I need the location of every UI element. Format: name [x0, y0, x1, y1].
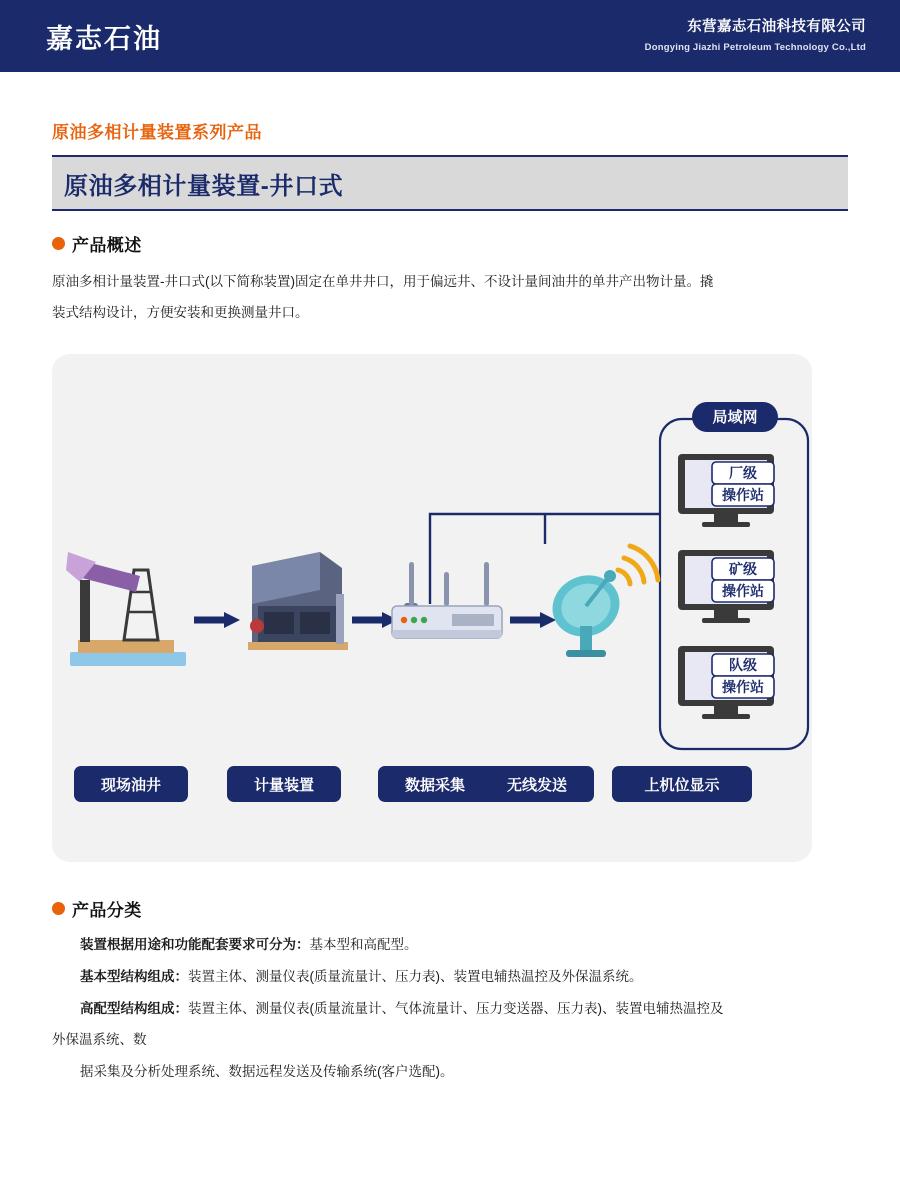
- monitor-base-2: [702, 618, 750, 623]
- workstation-label-3-line1: 队级: [729, 657, 757, 674]
- caption-text-3: 数据采集: [404, 777, 466, 795]
- monitor-base-3: [702, 714, 750, 719]
- skid-pipe: [336, 594, 344, 644]
- page-content: [0, 118, 900, 1088]
- router-ports: [452, 614, 494, 626]
- dish-mast: [580, 626, 592, 652]
- wireless-transmitter-illustration: [543, 546, 658, 657]
- classification-rest-5: 据采集及分析处理系统、数据远程发送及传输系统(客户选配)。: [80, 1063, 454, 1079]
- arrow-2: [352, 612, 398, 628]
- brand-logo-text: 嘉志石油: [46, 23, 162, 54]
- classification-line-3: [52, 993, 848, 1025]
- workstation-label-3-line2: 操作站: [722, 679, 764, 696]
- router-led-2: [411, 617, 417, 623]
- classification-line-2: [52, 961, 848, 993]
- router-antenna-2: [444, 572, 449, 606]
- monitor-base-1: [702, 522, 750, 527]
- monitor-stand-2: [714, 610, 738, 618]
- skid-window-1: [264, 612, 294, 634]
- classification-line-4: [52, 1024, 848, 1056]
- page-title: 原油多相计量装置-井口式: [64, 172, 344, 200]
- section-heading-overview: [52, 231, 848, 256]
- section-heading-classification: [52, 896, 848, 921]
- signal-wave-1: [618, 570, 630, 584]
- classification-list: [52, 929, 848, 1088]
- divider-under-title: [52, 209, 848, 211]
- router-antenna-3: [484, 562, 489, 606]
- monitor-stand-1: [714, 514, 738, 522]
- system-diagram-panel: [52, 354, 812, 862]
- classification-rest-3: 装置主体、测量仪表(质量流量计、气体流量计、压力变送器、压力表)、装置电辅热温控及: [188, 1000, 724, 1016]
- monitor-stand-3: [714, 706, 738, 714]
- lan-label-text: 局域网: [712, 409, 758, 427]
- skid-valve-icon: [250, 619, 264, 633]
- workstation-label-2-line1: 矿级: [729, 561, 757, 578]
- section-title-overview: 产品概述: [72, 236, 142, 255]
- section-title-classification: 产品分类: [72, 901, 142, 921]
- workstation-label-2-line2: 操作站: [722, 583, 764, 600]
- router-body-shadow: [392, 630, 502, 638]
- caption-text-4: 无线发送: [506, 777, 568, 795]
- classification-lead-1: 装置根据用途和功能配套要求可分为：: [80, 937, 310, 953]
- pumpjack-post: [80, 580, 90, 642]
- series-title: 原油多相计量装置系列产品: [52, 123, 262, 142]
- arrow-1: [194, 612, 240, 628]
- caption-text-2: 计量装置: [253, 777, 315, 795]
- company-name-cn: 东营嘉志石油科技有限公司: [687, 19, 866, 36]
- router-led-1: [401, 617, 407, 623]
- classification-lead-3: 高配型结构组成：: [80, 1000, 188, 1016]
- workstation-factory: [678, 454, 774, 527]
- oil-pumpjack-illustration: [66, 552, 186, 666]
- data-acquisition-router-illustration: [392, 562, 502, 638]
- caption-row: [74, 766, 752, 802]
- classification-line-1: [52, 929, 848, 961]
- pumpjack-platform: [78, 640, 174, 653]
- page-header: [0, 0, 900, 72]
- classification-rest-1: 基本型和高配型。: [309, 937, 418, 953]
- classification-line-5: [52, 1056, 848, 1088]
- company-info: [645, 17, 866, 55]
- classification-rest-2: 装置主体、测量仪表(质量流量计、压力表)、装置电辅热温控及外保温系统。: [188, 968, 643, 984]
- caption-text-5: 上机位显示: [644, 777, 720, 795]
- router-led-3: [421, 617, 427, 623]
- classification-lead-2: 基本型结构组成：: [80, 968, 188, 984]
- skid-window-2: [300, 612, 330, 634]
- metering-device-illustration: [248, 552, 348, 650]
- bullet-dot-icon: [52, 902, 65, 915]
- company-name-en: Dongying Jiazhi Petroleum Technology Co.,Ltd: [644, 42, 866, 54]
- dish-feed: [604, 570, 616, 582]
- router-antenna-1: [409, 562, 414, 606]
- system-diagram: [52, 354, 812, 862]
- overview-paragraph-line-2: 装式结构设计，方便安装和更换测量井口。: [52, 305, 309, 321]
- workstation-label-1-line2: 操作站: [722, 487, 764, 504]
- classification-rest-4: 外保温系统、数: [52, 1032, 147, 1048]
- overview-paragraph-line-1: 原油多相计量装置-井口式(以下简称装置)固定在单井井口，用于偏远井、不设计量间油井的单井产出物计量。撬: [52, 274, 714, 289]
- workstation-label-1-line1: 厂级: [729, 465, 757, 482]
- caption-text-1: 现场油井: [100, 777, 162, 795]
- arrow-3: [510, 612, 556, 628]
- product-title-bar: [52, 157, 848, 209]
- pumpjack-base: [70, 652, 186, 666]
- workstation-mine: [678, 550, 774, 623]
- skid-base: [248, 642, 348, 650]
- workstation-team: [678, 646, 774, 719]
- bullet-dot-icon: [52, 237, 65, 250]
- dish-base: [566, 650, 606, 657]
